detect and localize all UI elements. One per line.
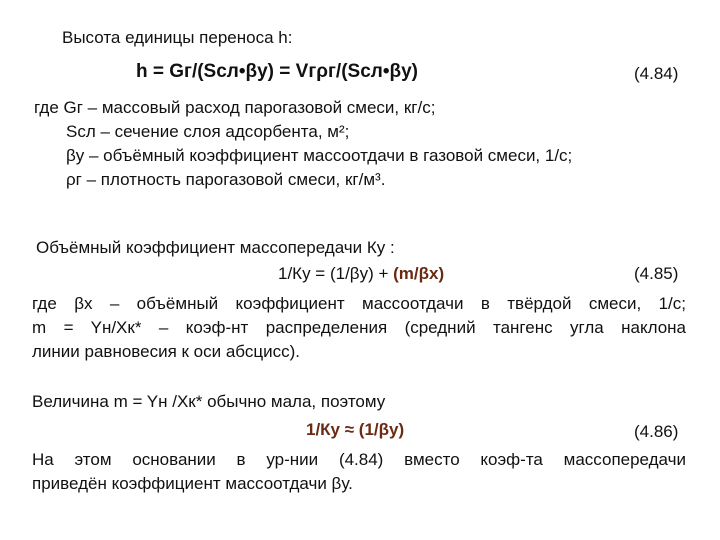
definition-line: m = Yн/Хк* – коэф-нт распределения (средний тангенс угла наклона xyxy=(32,318,686,337)
transfer-intro: Объёмный коэффициент массопередачи Ку : xyxy=(36,238,395,257)
definition-line: βу – объёмный коэффициент массоотдачи в газовой смеси, 1/с; xyxy=(66,146,573,165)
formula-4-85-left: 1/Ку = (1/βу) + xyxy=(278,264,394,283)
equation-number-4-85: (4.85) xyxy=(634,264,679,283)
definition-line: ρг – плотность парогазовой смеси, кг/м³. xyxy=(66,170,386,189)
definition-line: где Gг – массовый расход парогазовой смеси, кг/с; xyxy=(34,98,436,117)
definition-line: линии равновесия к оси абсцисс). xyxy=(32,342,300,361)
formula-4-85 xyxy=(278,264,444,284)
equation-number-4-84: (4.84) xyxy=(634,64,679,83)
equation-number-4-86: (4.86) xyxy=(634,422,679,441)
conclusion-line: приведён коэффициент массоотдачи βу. xyxy=(32,474,353,493)
formula-4-85-highlight: (m/βх) xyxy=(393,264,445,283)
heading: Высота единицы переноса h: xyxy=(62,28,293,47)
definition-line: где βх – объёмный коэффициент массоотдачи в твёрдой смеси, 1/с; xyxy=(32,294,686,313)
small-m-note: Величина m = Yн /Хк* обычно мала, поэтому xyxy=(32,392,386,411)
conclusion-line: На этом основании в ур-нии (4.84) вместо коэф-та массопередачи xyxy=(32,450,686,469)
definition-line: Sсл – сечение слоя адсорбента, м²; xyxy=(66,122,350,141)
formula-4-86: 1/Ку ≈ (1/βу) xyxy=(306,420,405,439)
formula-4-84: h = Gг/(Sсл•βу) = Vгρг/(Sсл•βу) xyxy=(136,61,418,82)
